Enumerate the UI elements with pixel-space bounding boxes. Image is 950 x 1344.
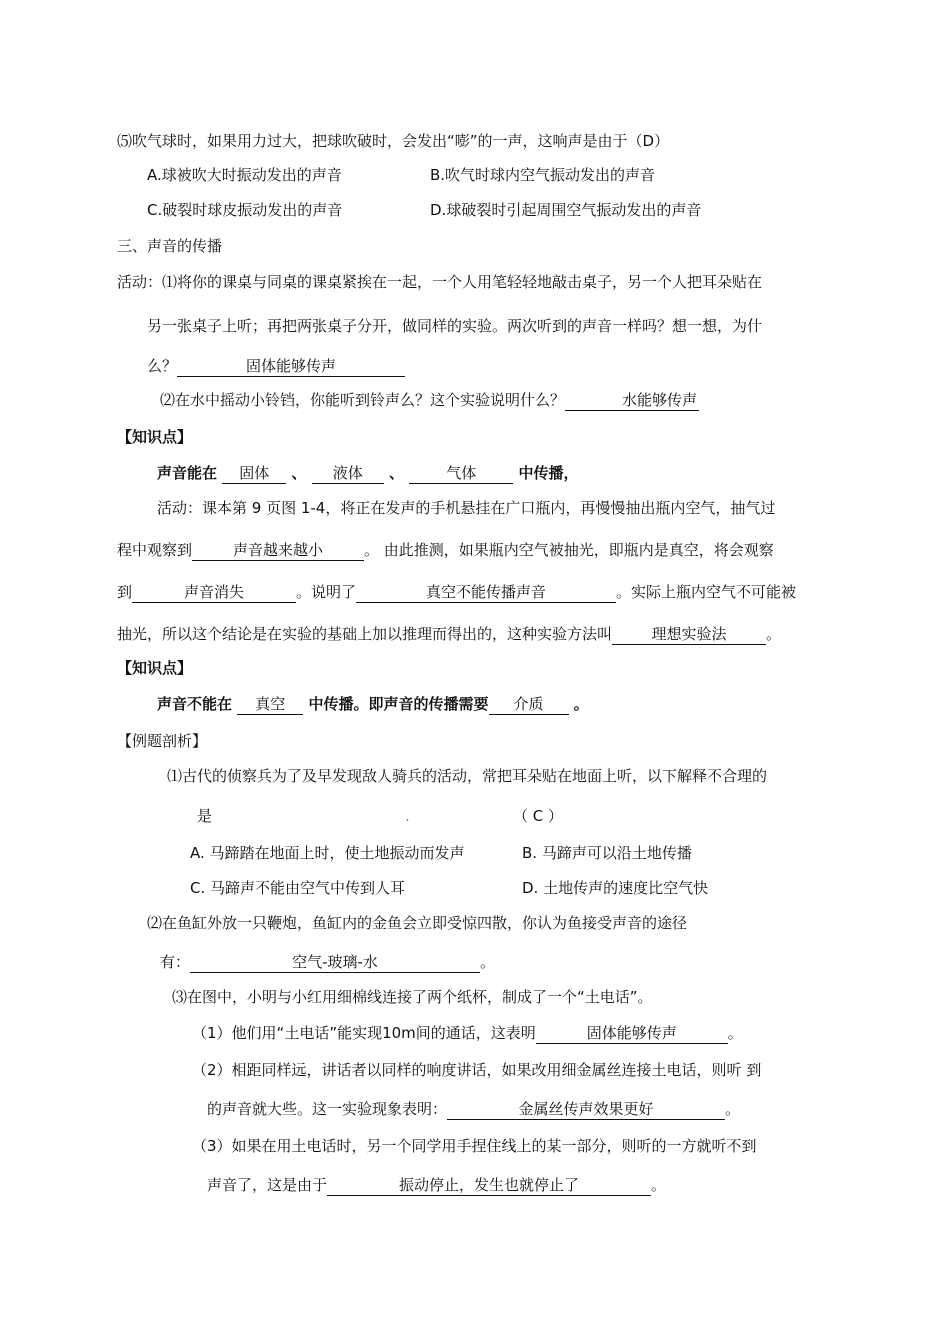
knowledge-point-2	[157, 694, 589, 715]
activity2-line4	[117, 624, 781, 645]
q5-option-a: A.球被吹大时振动发出的声音	[147, 166, 342, 184]
answer-blank: 理想实验法	[612, 624, 766, 645]
knowledge-point-1	[157, 463, 578, 484]
answer-blank: 水能够传声	[565, 390, 699, 411]
example1-line1: ⑴古代的侦察兵为了及早发现敌人骑兵的活动，常把耳朵贴在地面上听，以下解释不合理的	[167, 767, 768, 785]
act2-line3-post: 。实际上瓶内空气不可能被	[616, 583, 797, 601]
answer-blank: 固体能够传声	[536, 1023, 728, 1044]
q2-pre: 有：	[160, 953, 191, 971]
answer-blank: 气体	[409, 463, 513, 484]
knowledge-point-label: 【知识点】	[117, 428, 193, 446]
example3-part2-line1: （2）相距同样远，讲话者以同样的响度讲话，如果改用细金属丝连接土电话，则听 到	[192, 1061, 762, 1079]
example1-answer-paren: （ C ）	[513, 807, 564, 825]
act2-line3-mid: 。说明了	[296, 583, 357, 601]
kp1-post: 中传播，	[518, 464, 579, 482]
example3-part2-line2	[207, 1099, 740, 1120]
answer-blank: 固体能够传声	[177, 356, 405, 377]
q3-1-post: 。	[727, 1024, 743, 1042]
kp1-sep2: 、	[388, 464, 404, 482]
q3-3-post: 。	[651, 1176, 667, 1194]
example3-part3-line1: （3）如果在用土电话时，另一个同学用手捏住线上的某一部分，则听的一方就听不到	[192, 1137, 757, 1155]
example1-line2: 是	[197, 807, 213, 825]
activity2-line2	[117, 540, 774, 561]
act2-line4-post: 。	[766, 625, 782, 643]
q3-1-pre: （1）他们用“土电话”能实现10m间的通话，这表明	[192, 1024, 536, 1042]
act2-line3-pre: 到	[117, 583, 133, 601]
q3-3-pre: 声音了，这是由于	[207, 1176, 328, 1194]
activity2-line3	[117, 582, 796, 603]
activity1-line2: 另一张桌子上听；再把两张桌子分开，做同样的实验。两次听到的声音一样吗？想一想，为什	[147, 317, 763, 335]
q2-post: 。	[480, 953, 496, 971]
activity1-line1: 活动：⑴将你的课桌与同桌的课桌紧挨在一起，一个人用笔轻轻地敲击桌子，另一个人把耳朵贴在	[117, 273, 763, 291]
example1-option-a: A. 马蹄踏在地面上时，使土地振动而发声	[190, 844, 465, 862]
example3-line1: ⑶在图中，小明与小红用细棉线连接了两个纸杯，制成了一个“土电话”。	[172, 988, 653, 1006]
activity1-line4-text: ⑵在水中摇动小铃铛，你能听到铃声么？这个实验说明什么？	[160, 391, 566, 409]
answer-blank: 真空不能传播声音	[356, 582, 616, 603]
activity2-line1: 活动：课本第 9 页图 1-4，将正在发声的手机悬挂在广口瓶内，再慢慢抽出瓶内空气，抽气过	[157, 499, 776, 517]
answer-blank: 声音消失	[132, 582, 296, 603]
answer-blank: 金属丝传声效果更好	[447, 1099, 725, 1120]
example1-option-b: B. 马蹄声可以沿土地传播	[522, 844, 692, 862]
answer-blank: 空气-玻璃-水	[190, 952, 480, 973]
q3-2-pre: 的声音就大些。这一实验现象表明：	[207, 1100, 448, 1118]
activity1-line4	[160, 390, 699, 411]
example2-line2	[160, 952, 495, 973]
answer-blank: 振动停止，发生也就停止了	[327, 1175, 651, 1196]
answer-blank: 固体	[222, 463, 286, 484]
example1-option-d: D. 土地传声的速度比空气快	[522, 879, 709, 897]
knowledge-point-label-2: 【知识点】	[117, 659, 193, 677]
example1-option-c: C. 马蹄声不能由空气中传到人耳	[190, 879, 406, 897]
example3-part1	[192, 1023, 743, 1044]
kp2-pre: 声音不能在	[157, 695, 233, 713]
act2-line2-post: 。 由此推测，如果瓶内空气被抽光，即瓶内是真空，将会观察	[364, 541, 774, 559]
section-title: 三、声音的传播	[117, 237, 223, 255]
activity1-line3-text: 么？	[147, 357, 178, 375]
examples-label: 【例题剖析】	[117, 732, 208, 750]
kp1-pre: 声音能在	[157, 464, 218, 482]
q3-2-post: 。	[725, 1100, 741, 1118]
answer-blank: 液体	[312, 463, 384, 484]
q5-option-b: B.吹气时球内空气振动发出的声音	[430, 166, 656, 184]
answer-blank: 声音越来越小	[192, 540, 364, 561]
kp2-mid: 中传播。即声音的传播需要	[308, 695, 489, 713]
answer-blank: 真空	[237, 694, 303, 715]
dot-mark: .	[405, 807, 410, 825]
q5-option-c: C.破裂时球皮振动发出的声音	[147, 201, 343, 219]
answer-blank: 介质	[489, 694, 569, 715]
activity1-line3	[147, 356, 405, 377]
example3-part3-line2	[207, 1175, 666, 1196]
example2-line1: ⑵在鱼缸外放一只鞭炮，鱼缸内的金鱼会立即受惊四散，你认为鱼接受声音的途径	[147, 914, 688, 932]
kp2-post: 。	[573, 695, 589, 713]
act2-line2-pre: 程中观察到	[117, 541, 193, 559]
q5-option-d: D.球破裂时引起周围空气振动发出的声音	[430, 201, 702, 219]
q5-stem: ⑸吹气球时，如果用力过大，把球吹破时，会发出“嘭”的一声，这响声是由于（D）	[117, 132, 670, 150]
act2-line4-pre: 抽光，所以这个结论是在实验的基础上加以推理而得出的，这种实验方法叫	[117, 625, 613, 643]
kp1-sep1: 、	[291, 464, 307, 482]
